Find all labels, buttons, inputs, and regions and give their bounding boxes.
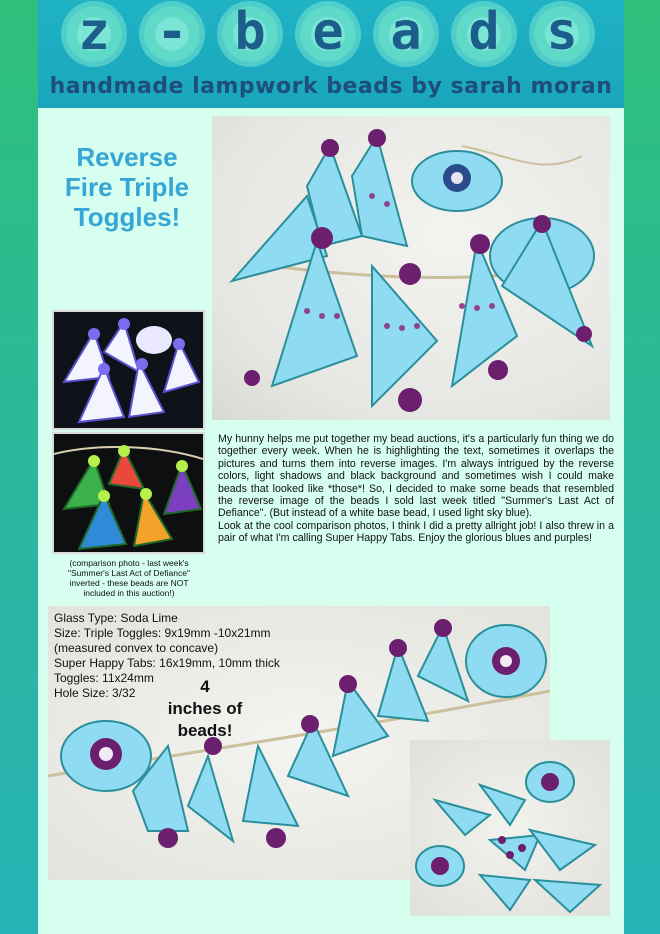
tabs-illustration bbox=[410, 740, 610, 916]
comparison-photo-inverted[interactable] bbox=[52, 310, 205, 430]
tagline: handmade lampwork beads by sarah moran bbox=[49, 74, 613, 99]
length-note-line: beads! bbox=[177, 721, 233, 740]
spec-line: Size: Triple Toggles: 9x19mm -10x21mm bbox=[54, 626, 271, 640]
site-banner bbox=[38, 0, 624, 108]
logo-letter: e bbox=[312, 2, 344, 62]
logo-letter: z bbox=[78, 2, 110, 62]
listing-title: Reverse Fire Triple Toggles! bbox=[64, 142, 190, 232]
spec-line: Toggles: 11x24mm bbox=[54, 671, 154, 685]
inverted-bead-illustration bbox=[54, 312, 203, 428]
spec-line: Glass Type: Soda Lime bbox=[54, 611, 178, 625]
logo-letter: a bbox=[390, 2, 422, 62]
length-note bbox=[150, 676, 260, 742]
logo-letter: d bbox=[468, 2, 500, 62]
logo-letter: s bbox=[546, 2, 578, 62]
description-paragraph: My hunny helps me put together my bead auctions, it's a particularly fun thing we do together every week. When he is highlighting the text, sometimes it overlaps the pictures and turns them into reverse images. I'm always intrigued by the reverse colors, light shadows and black background and sometimes wish I could make beads that looked like *those*! So, I decided to make some beads that resembled the reverse image of the beads I sold last week titled "Summer's Last Act of Defiance". (But instead of a white base bead, I used light sky blue). bbox=[218, 433, 614, 520]
original-bead-illustration bbox=[54, 434, 203, 552]
spec-line: (measured convex to concave) bbox=[54, 641, 219, 655]
logo-letter: - bbox=[156, 2, 188, 62]
listing-description bbox=[218, 433, 614, 545]
spec-line: Hole Size: 3/32 bbox=[54, 686, 136, 700]
bead-illustration bbox=[212, 116, 610, 420]
spec-line: Super Happy Tabs: 16x19mm, 10mm thick bbox=[54, 656, 280, 670]
description-paragraph: Look at the cool comparison photos, I think I did a pretty allright job! I also threw in a pair of what I'm calling Super Happy Tabs. Enjoy the glorious blues and purples! bbox=[218, 519, 614, 545]
tabs-bead-photo[interactable] bbox=[410, 740, 610, 916]
comparison-caption: (comparison photo - last week's "Summer's Last Act of Defiance" inverted - these beads are NOT included in this auction!) bbox=[68, 558, 190, 598]
logo-letter: b bbox=[234, 2, 266, 62]
main-bead-photo[interactable] bbox=[212, 116, 610, 420]
length-note-line: inches of bbox=[167, 699, 243, 718]
length-note-line: 4 bbox=[200, 677, 210, 696]
comparison-photo-original[interactable] bbox=[52, 432, 205, 554]
